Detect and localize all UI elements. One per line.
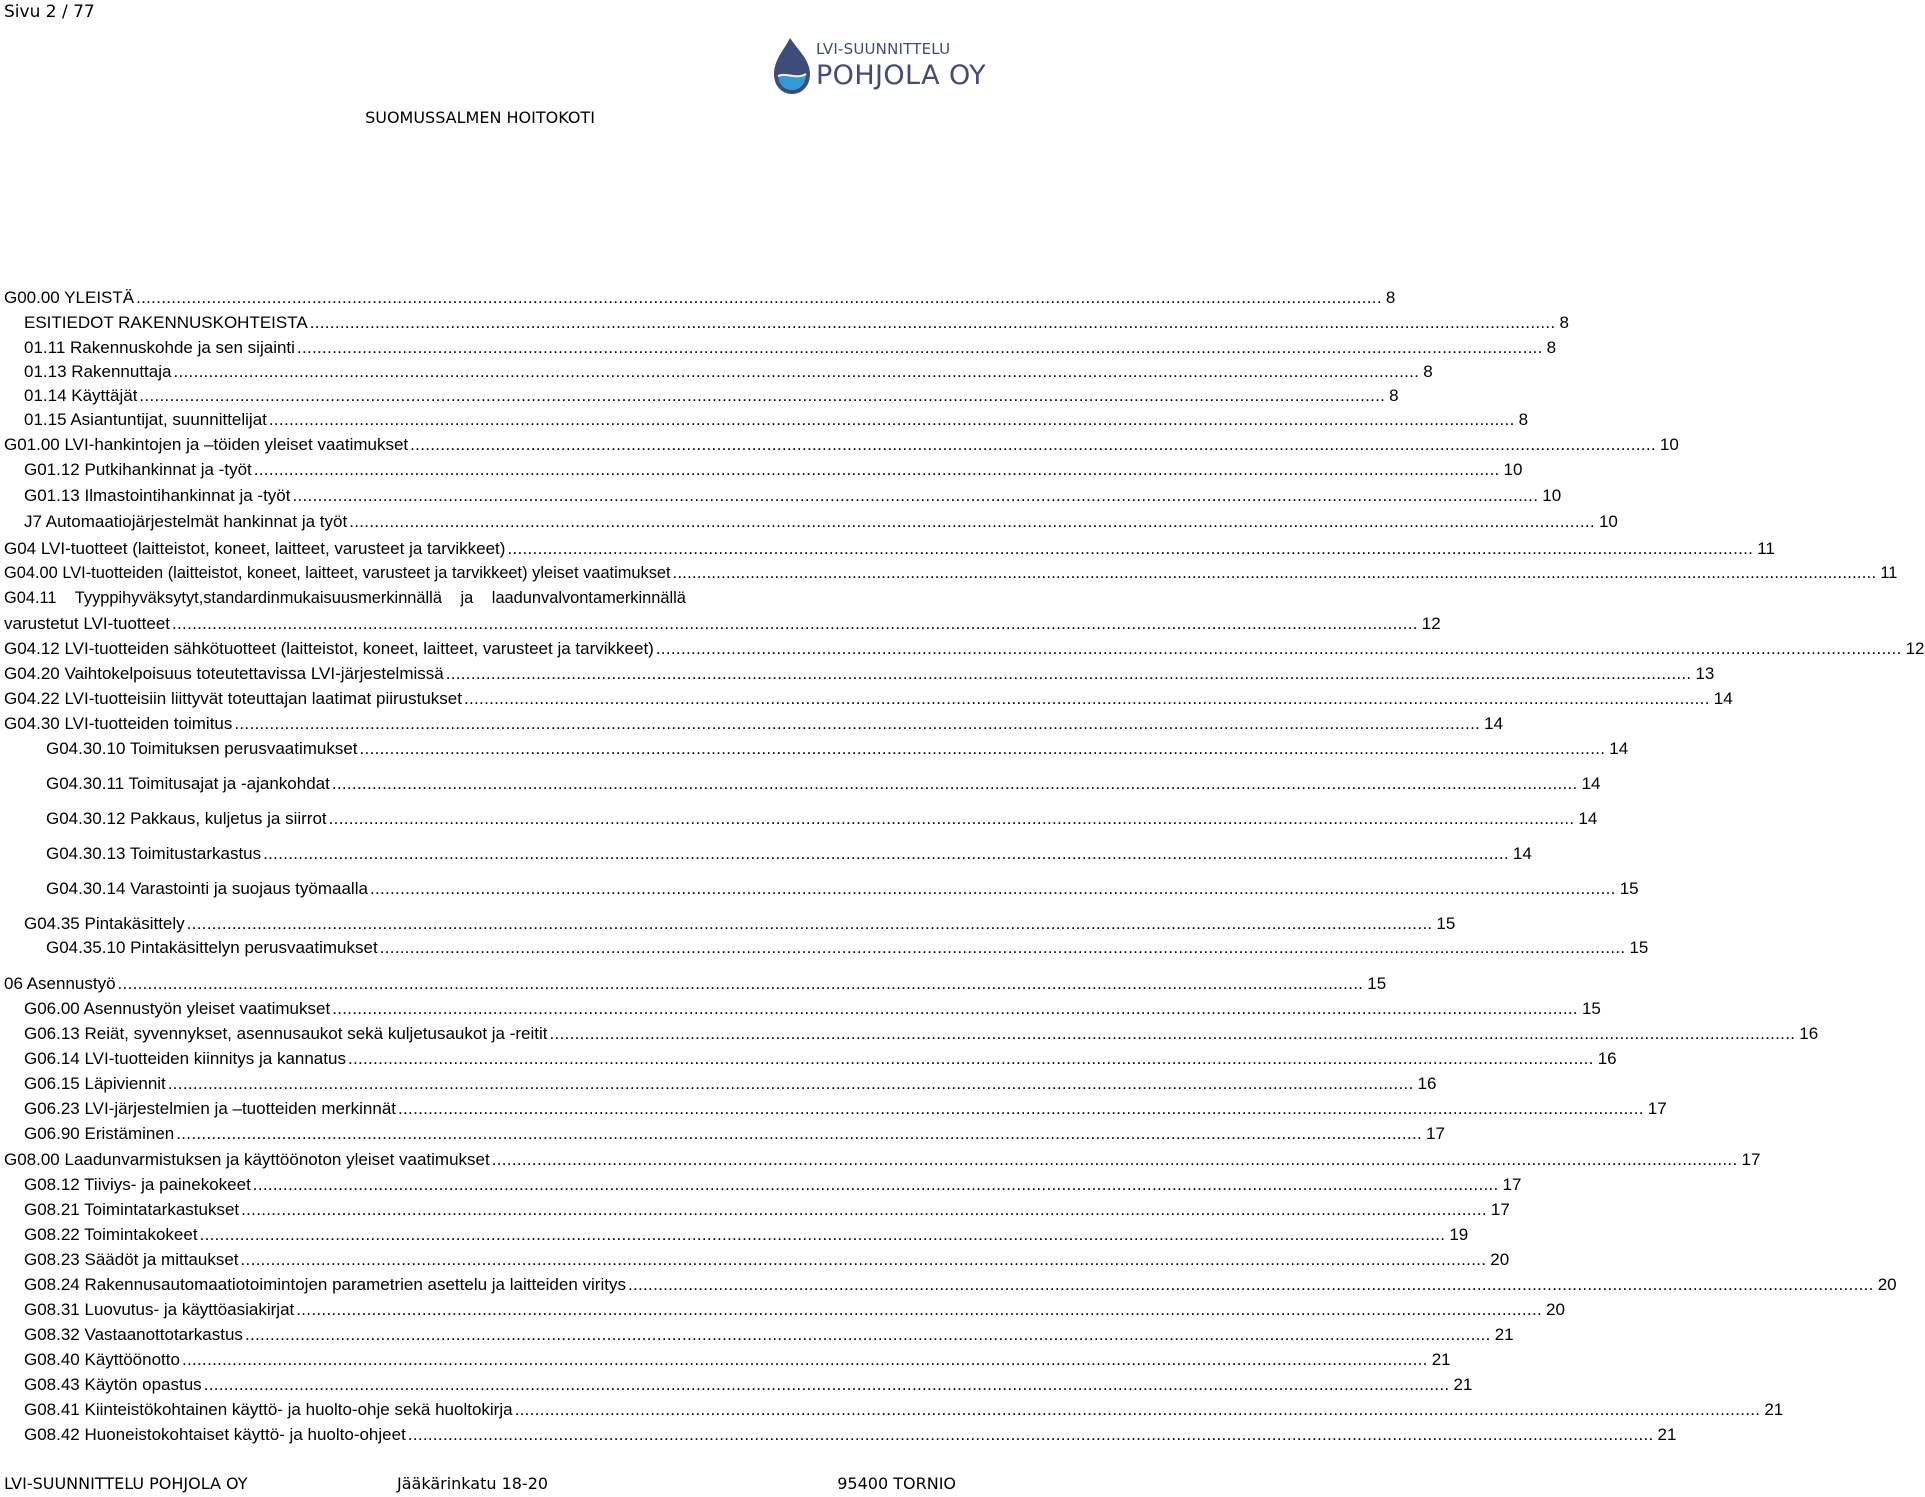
- toc-entry-title: G08.31 Luovutus- ja käyttöasiakirjat: [24, 1300, 295, 1319]
- toc-page-number: 16: [1597, 1049, 1617, 1068]
- toc-page-number: 8: [1559, 313, 1569, 332]
- toc-leader: [296, 1300, 1542, 1320]
- toc-entry[interactable]: [4, 1150, 1761, 1172]
- toc-leader: [515, 1400, 1761, 1420]
- toc-page-number: 10: [1659, 435, 1679, 454]
- toc-entry-title: ESITIEDOT RAKENNUSKOHTEISTA: [24, 313, 308, 332]
- toc-leader: [332, 774, 1578, 794]
- toc-entry-title: J7 Automaatiojärjestelmät hankinnat ja työt: [24, 512, 348, 531]
- toc-page-number: 10: [1542, 486, 1562, 505]
- toc-entry-title: G04.12 LVI-tuotteiden sähkötuotteet (laitteistot, koneet, laitteet, varusteet ja tarvikkeet): [4, 639, 654, 658]
- toc-entry-title: 01.14 Käyttäjät: [24, 386, 138, 405]
- toc-entry[interactable]: [24, 486, 1562, 508]
- toc-entry[interactable]: [24, 1225, 1469, 1247]
- toc-page-number: 14: [1578, 809, 1598, 828]
- page-label: Sivu 2 / 77: [4, 2, 95, 22]
- toc-page-number: 8: [1385, 288, 1396, 307]
- toc-page-number: 21: [1431, 1350, 1451, 1369]
- toc-entry-title: G04.30.10 Toimituksen perusvaatimukset: [46, 739, 358, 758]
- toc-page-number: 8: [1518, 410, 1529, 429]
- toc-page-number: 16: [1417, 1074, 1437, 1093]
- toc-leader: [204, 1375, 1450, 1395]
- toc-leader: [118, 974, 1364, 994]
- toc-leader: [446, 664, 1692, 684]
- toc-entry[interactable]: [24, 999, 1601, 1021]
- toc-entry[interactable]: [24, 1375, 1473, 1397]
- toc-page-number: 13: [1695, 664, 1715, 683]
- toc-entry-title: G04.35 Pintakäsittely: [24, 914, 185, 933]
- toc-entry-title: G08.40 Käyttöönotto: [24, 1350, 180, 1369]
- toc-entry-title: G08.23 Säädöt ja mittaukset: [24, 1250, 239, 1269]
- toc-entry-title: G04.35.10 Pintakäsittelyn perusvaatimukset: [46, 938, 378, 957]
- toc-leader: [234, 714, 1480, 734]
- toc-entry-wrapped[interactable]: [4, 589, 956, 611]
- toc-page-number: 12: [1421, 614, 1441, 633]
- company-logo: [766, 36, 987, 98]
- toc-page-number: 17: [1741, 1150, 1761, 1169]
- toc-leader: [139, 386, 1385, 406]
- toc-entry-title: G06.23 LVI-järjestelmien ja –tuotteiden merkinnät: [24, 1099, 396, 1118]
- toc-leader: [172, 614, 1418, 634]
- toc-entry[interactable]: [24, 1024, 1819, 1046]
- water-drop-icon: [766, 36, 816, 98]
- toc-entry[interactable]: [24, 313, 1569, 335]
- toc-page-number: 20: [1546, 1300, 1565, 1319]
- toc-page-number: 17: [1647, 1099, 1667, 1118]
- toc-entry[interactable]: [46, 938, 1649, 960]
- toc-entry[interactable]: [4, 288, 1396, 310]
- toc-leader: [410, 435, 1656, 455]
- toc-entry[interactable]: [46, 844, 1532, 866]
- toc-leader: [329, 809, 1575, 829]
- toc-entry-title: G04.30.11 Toimitusajat ja -ajankohdat: [46, 774, 330, 793]
- toc-page-number: 11: [1880, 564, 1898, 582]
- toc-entry[interactable]: [24, 1325, 1514, 1347]
- toc-entry-title: G08.24 Rakennusautomaatiotoimintojen parametrien asettelu ja laitteiden viritys: [24, 1275, 626, 1294]
- toc-leader: [310, 313, 1556, 333]
- toc-leader: [136, 288, 1382, 308]
- toc-leader: [200, 1225, 1446, 1245]
- toc-entry-title: G04.30.13 Toimitustarkastus: [46, 844, 262, 863]
- toc-page-number: 20: [1490, 1250, 1510, 1269]
- toc-leader: [176, 1124, 1422, 1144]
- toc-entry[interactable]: [46, 739, 1629, 761]
- toc-page-number: 8: [1389, 386, 1399, 405]
- toc-entry-title: G04.00 LVI-tuotteiden (laitteistot, koneet, laitteet, varusteet ja tarvikkeet) yleiset vaatimukset: [4, 564, 671, 582]
- toc-entry-title: 06 Asennustyö: [4, 974, 116, 993]
- toc-entry[interactable]: [24, 1250, 1510, 1272]
- toc-leader: [370, 879, 1616, 899]
- toc-entry-title: G01.12 Putkihankinnat ja -työt: [24, 460, 252, 479]
- toc-entry[interactable]: [4, 564, 1898, 586]
- toc-leader: [507, 539, 1753, 559]
- toc-entry[interactable]: [4, 714, 1504, 736]
- toc-leader: [380, 938, 1626, 958]
- toc-entry[interactable]: [24, 1275, 1897, 1297]
- toc-entry[interactable]: [4, 664, 1715, 686]
- toc-entry-title: G08.21 Toimintatarkastukset: [24, 1200, 240, 1219]
- toc-leader: [173, 362, 1419, 382]
- toc-page-number: 14: [1484, 714, 1504, 733]
- toc-entry-title: G04.30 LVI-tuotteiden toimitus: [4, 714, 233, 733]
- toc-entry[interactable]: [24, 1300, 1565, 1322]
- toc-leader: [241, 1200, 1487, 1220]
- toc-entry-title: G08.32 Vastaanottotarkastus: [24, 1325, 243, 1344]
- toc-page-number: 15: [1581, 999, 1601, 1018]
- toc-leader: [464, 689, 1710, 709]
- toc-leader: [297, 338, 1543, 358]
- toc-page-number: 17: [1490, 1200, 1510, 1219]
- toc-entry-title: G08.12 Tiiviys- ja painekokeet: [24, 1175, 251, 1194]
- toc-page-number: 21: [1453, 1375, 1473, 1394]
- toc-leader: [550, 1024, 1796, 1044]
- footer-city: 95400 TORNIO: [837, 1474, 956, 1493]
- toc-page-number: 17: [1426, 1124, 1445, 1143]
- toc-leader: [656, 639, 1902, 659]
- toc-leader: [253, 1175, 1499, 1195]
- toc-page-number: 15: [1629, 938, 1649, 957]
- toc-entry-title: G04.20 Vaihtokelpoisuus toteutettavissa LVI-järjestelmissä: [4, 664, 444, 683]
- toc-leader: [628, 1275, 1874, 1295]
- toc-leader: [492, 1150, 1738, 1170]
- toc-entry-title: G01.00 LVI-hankintojen ja –töiden yleiset vaatimukset: [4, 435, 409, 454]
- toc-page-number: 8: [1546, 338, 1557, 357]
- toc-page-number: 14: [1512, 844, 1532, 863]
- toc-leader: [349, 512, 1595, 532]
- toc-leader: [673, 564, 1877, 583]
- toc-entry[interactable]: [4, 614, 1441, 636]
- footer-address: Jääkärinkatu 18-20: [397, 1474, 549, 1493]
- toc-page-number: 10: [1598, 512, 1618, 531]
- toc-entry[interactable]: [4, 974, 1387, 996]
- toc-entry[interactable]: [4, 639, 1925, 661]
- toc-entry-title: G06.13 Reiät, syvennykset, asennusaukot sekä kuljetusaukot ja -reitit: [24, 1024, 548, 1043]
- toc-entry[interactable]: [24, 1049, 1617, 1071]
- footer-company: LVI-SUUNNITTELU POHJOLA OY: [4, 1474, 248, 1493]
- toc-entry-title: G04.30.12 Pakkaus, kuljetus ja siirrot: [46, 809, 327, 828]
- toc-entry-title: G08.43 Käytön opastus: [24, 1375, 202, 1394]
- toc-entry-title: G06.90 Eristäminen: [24, 1124, 175, 1143]
- toc-leader: [187, 914, 1433, 934]
- toc-entry[interactable]: [46, 879, 1639, 901]
- toc-entry[interactable]: [24, 1175, 1522, 1197]
- toc-entry-title: G08.41 Kiinteistökohtainen käyttö- ja huolto-ohje sekä huoltokirja: [24, 1400, 513, 1419]
- toc-entry-title: G06.14 LVI-tuotteiden kiinnitys ja kannatus: [24, 1049, 346, 1068]
- toc-leader: [398, 1099, 1644, 1119]
- toc-entry[interactable]: [24, 362, 1433, 384]
- toc-entry[interactable]: [24, 1124, 1445, 1146]
- toc-entry[interactable]: [24, 1425, 1677, 1447]
- toc-entry-title: 01.13 Rakennuttaja: [24, 362, 172, 381]
- toc-page-number: 21: [1657, 1425, 1677, 1444]
- toc-entry-title: G08.00 Laadunvarmistuksen ja käyttöönoton yleiset vaatimukset: [4, 1150, 490, 1169]
- toc-page-number: 15: [1367, 974, 1387, 993]
- toc-entry-title: G06.00 Asennustyön yleiset vaatimukset: [24, 999, 331, 1018]
- toc-page-number: 20: [1877, 1275, 1897, 1294]
- toc-entry[interactable]: [46, 809, 1598, 831]
- toc-entry-title: G08.22 Toimintakokeet: [24, 1225, 198, 1244]
- toc-leader: [182, 1350, 1428, 1370]
- toc-page-number: 19: [1449, 1225, 1469, 1244]
- toc-leader: [263, 844, 1509, 864]
- toc-entry[interactable]: [24, 338, 1557, 360]
- toc-leader: [168, 1074, 1414, 1094]
- toc-page-number: 15: [1619, 879, 1639, 898]
- toc-entry-title: G04.11 Tyyppihyväksytyt,standardinmukaisuusmerkinnällä ja laadunvalvontamerkinnällä: [4, 589, 686, 607]
- toc-leader: [254, 460, 1500, 480]
- toc-entry-title: G04.22 LVI-tuotteisiin liittyvät toteuttajan laatimat piirustukset: [4, 689, 462, 708]
- toc-page-number: 16: [1799, 1024, 1819, 1043]
- toc-entry[interactable]: [24, 386, 1399, 408]
- toc-page-number: 21: [1764, 1400, 1784, 1419]
- toc-entry[interactable]: [46, 774, 1601, 796]
- toc-entry-title: G04 LVI-tuotteet (laitteistot, koneet, laitteet, varusteet ja tarvikkeet): [4, 539, 506, 558]
- toc-entry[interactable]: [24, 1200, 1510, 1222]
- toc-entry[interactable]: [24, 512, 1618, 534]
- toc-entry-title: G04.30.14 Varastointi ja suojaus työmaalla: [46, 879, 368, 898]
- toc-entry-title: varustetut LVI-tuotteet: [4, 614, 170, 633]
- toc-entry[interactable]: [24, 1400, 1784, 1422]
- toc-leader: [292, 486, 1538, 506]
- logo-text-bottom: POHJOLA OY: [816, 60, 987, 91]
- toc-page-number: 8: [1423, 362, 1433, 381]
- toc-entry[interactable]: [24, 1099, 1667, 1121]
- toc-leader: [348, 1049, 1594, 1069]
- toc-entry-title: G00.00 YLEISTÄ: [4, 288, 135, 307]
- toc-entry-title: 01.15 Asiantuntijat, suunnittelijat: [24, 410, 267, 429]
- toc-leader: [245, 1325, 1491, 1345]
- toc-page-number: 21: [1494, 1325, 1514, 1344]
- toc-leader: [241, 1250, 1487, 1270]
- page-footer: [0, 1474, 960, 1496]
- toc-page-number: 14: [1713, 689, 1733, 708]
- toc-page-number: 14: [1581, 774, 1601, 793]
- toc-entry[interactable]: [24, 410, 1529, 432]
- toc-page-number: 11: [1757, 539, 1775, 558]
- toc-leader: [269, 410, 1515, 430]
- logo-text-top: LVI-SUUNNITTELU: [816, 40, 951, 58]
- toc-entry[interactable]: [24, 914, 1456, 936]
- toc-entry[interactable]: [24, 460, 1523, 482]
- toc-page-number: 17: [1502, 1175, 1522, 1194]
- toc-leader: [360, 739, 1606, 759]
- toc-entry[interactable]: [4, 539, 1775, 561]
- toc-entry[interactable]: [4, 689, 1733, 711]
- toc-entry-title: G08.42 Huoneistokohtaiset käyttö- ja huolto-ohjeet: [24, 1425, 406, 1444]
- toc-page-number: 14: [1609, 739, 1629, 758]
- toc-leader: [332, 999, 1578, 1019]
- toc-page-number: 10: [1503, 460, 1523, 479]
- toc-page-number: 15: [1436, 914, 1456, 933]
- toc-page-number: 12: [1905, 639, 1925, 658]
- document-title: SUOMUSSALMEN HOITOKOTI: [365, 108, 595, 127]
- toc-entry-title: G06.15 Läpiviennit: [24, 1074, 166, 1093]
- toc-entry[interactable]: [4, 435, 1679, 457]
- toc-leader: [408, 1425, 1654, 1445]
- toc-entry-title: 01.11 Rakennuskohde ja sen sijainti: [24, 338, 295, 357]
- toc-entry-title: G01.13 Ilmastointihankinnat ja -työt: [24, 486, 291, 505]
- toc-entry[interactable]: [24, 1074, 1437, 1096]
- toc-entry[interactable]: [24, 1350, 1451, 1372]
